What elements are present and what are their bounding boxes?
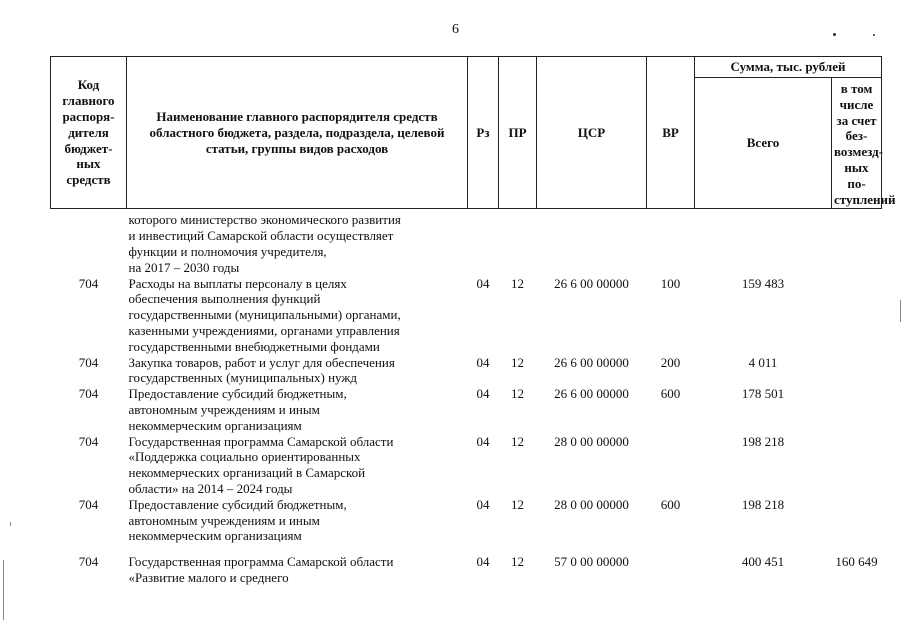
cell-rz xyxy=(468,209,499,276)
cell-free: 160 649 xyxy=(835,554,878,570)
cell-vr xyxy=(647,209,695,276)
cell-name: Предоставление субсидий бюджетным, автономным учреждениям и иным некоммерческим организациям xyxy=(128,496,347,544)
cell-code: 704 xyxy=(78,354,99,370)
cell-free xyxy=(832,497,882,544)
table-header xyxy=(51,57,896,209)
table-row xyxy=(51,497,882,544)
cell-free xyxy=(832,209,882,276)
budget-table xyxy=(50,56,896,586)
cell-total: 198 218 xyxy=(741,496,785,512)
cell-rz: 04 xyxy=(476,354,490,370)
header-free: в том числе за счет без-возмезд-ных по-ступлений xyxy=(832,78,882,209)
header-name: Наименование главного распорядителя средств областного бюджета, раздела, подраздела, целевой статьи, группы видов расходов xyxy=(127,57,468,209)
header-vr: ВР xyxy=(647,57,695,209)
cell-rz: 04 xyxy=(476,275,490,291)
scan-dot xyxy=(833,33,836,36)
cell-rz: 04 xyxy=(476,386,490,402)
cell-free xyxy=(832,386,882,433)
cell-name: Государственная программа Самарской области «Поддержка социально ориентированных некоммерческих организаций в Самарской области» на 2014 – 2024 годы xyxy=(128,433,394,496)
scan-dot xyxy=(873,34,875,36)
cell-name: Расходы на выплаты персоналу в целях обеспечения выполнения функций государственными (муниципальными) органами, казенными учреждениями, органами управления государственными внебюджетными фондами xyxy=(128,275,401,354)
cell-name: которого министерство экономического развития и инвестиций Самарской области осуществляет функции и полномочия учредителя, на 2017 – 2030 годы xyxy=(128,212,401,275)
cell-rz: 04 xyxy=(476,433,490,449)
scan-speck xyxy=(3,560,4,620)
table-row xyxy=(51,544,882,586)
table-row xyxy=(51,434,882,497)
cell-rz: 04 xyxy=(476,496,490,512)
cell-csr: 28 0 00 00000 xyxy=(554,433,629,449)
header-sum: Сумма, тыс. рублей xyxy=(695,57,882,78)
cell-free xyxy=(832,276,882,355)
table-row xyxy=(51,209,882,276)
cell-name: Закупка товаров, работ и услуг для обеспечения государственных (муниципальных) нужд xyxy=(128,354,395,386)
cell-code: 704 xyxy=(78,433,99,449)
cell-code xyxy=(51,209,127,276)
header-code: Код главного распоря-дителя бюджет-ных средств xyxy=(51,57,127,209)
cell-free xyxy=(832,434,882,497)
cell-pr: 12 xyxy=(511,386,524,402)
cell-pr: 12 xyxy=(511,554,524,570)
cell-total: 400 451 xyxy=(741,554,785,570)
scan-speck xyxy=(10,522,11,526)
cell-name: Государственная программа Самарской области «Развитие малого и среднего xyxy=(128,554,394,585)
table-row xyxy=(51,386,882,433)
header-pr: ПР xyxy=(499,57,537,209)
cell-csr: 28 0 00 00000 xyxy=(554,496,629,512)
cell-pr: 12 xyxy=(511,354,524,370)
cell-vr: 100 xyxy=(660,275,681,291)
header-rz: Рз xyxy=(468,57,499,209)
cell-rz: 04 xyxy=(476,554,490,570)
cell-total: 4 011 xyxy=(748,354,778,370)
cell-csr: 26 6 00 00000 xyxy=(554,386,629,402)
cell-csr xyxy=(537,209,647,276)
cell-pr: 12 xyxy=(511,433,524,449)
cell-code: 704 xyxy=(78,496,99,512)
cell-pr xyxy=(499,209,537,276)
cell-total: 178 501 xyxy=(741,386,785,402)
cell-total: 198 218 xyxy=(741,433,785,449)
cell-vr xyxy=(647,544,695,586)
cell-free xyxy=(832,355,882,387)
cell-code: 704 xyxy=(78,275,99,291)
cell-csr: 26 6 00 00000 xyxy=(554,354,629,370)
scan-speck xyxy=(900,300,901,322)
cell-vr xyxy=(647,434,695,497)
table-body xyxy=(51,209,882,586)
header-total: Всего xyxy=(695,78,832,209)
table-row xyxy=(51,355,882,387)
cell-total xyxy=(695,209,832,276)
cell-pr: 12 xyxy=(511,275,524,291)
cell-vr: 200 xyxy=(660,354,681,370)
cell-name: Предоставление субсидий бюджетным, автономным учреждениям и иным некоммерческим организациям xyxy=(128,386,347,433)
cell-vr: 600 xyxy=(660,496,681,512)
cell-code: 704 xyxy=(78,554,99,570)
cell-csr: 26 6 00 00000 xyxy=(554,275,629,291)
cell-csr: 57 0 00 00000 xyxy=(554,554,629,570)
table-row xyxy=(51,276,882,355)
header-csr: ЦСР xyxy=(537,57,647,209)
cell-code: 704 xyxy=(78,386,99,402)
page-number: 6 xyxy=(452,22,459,37)
cell-pr: 12 xyxy=(511,496,524,512)
cell-total: 159 483 xyxy=(741,275,785,291)
cell-vr: 600 xyxy=(660,386,681,402)
